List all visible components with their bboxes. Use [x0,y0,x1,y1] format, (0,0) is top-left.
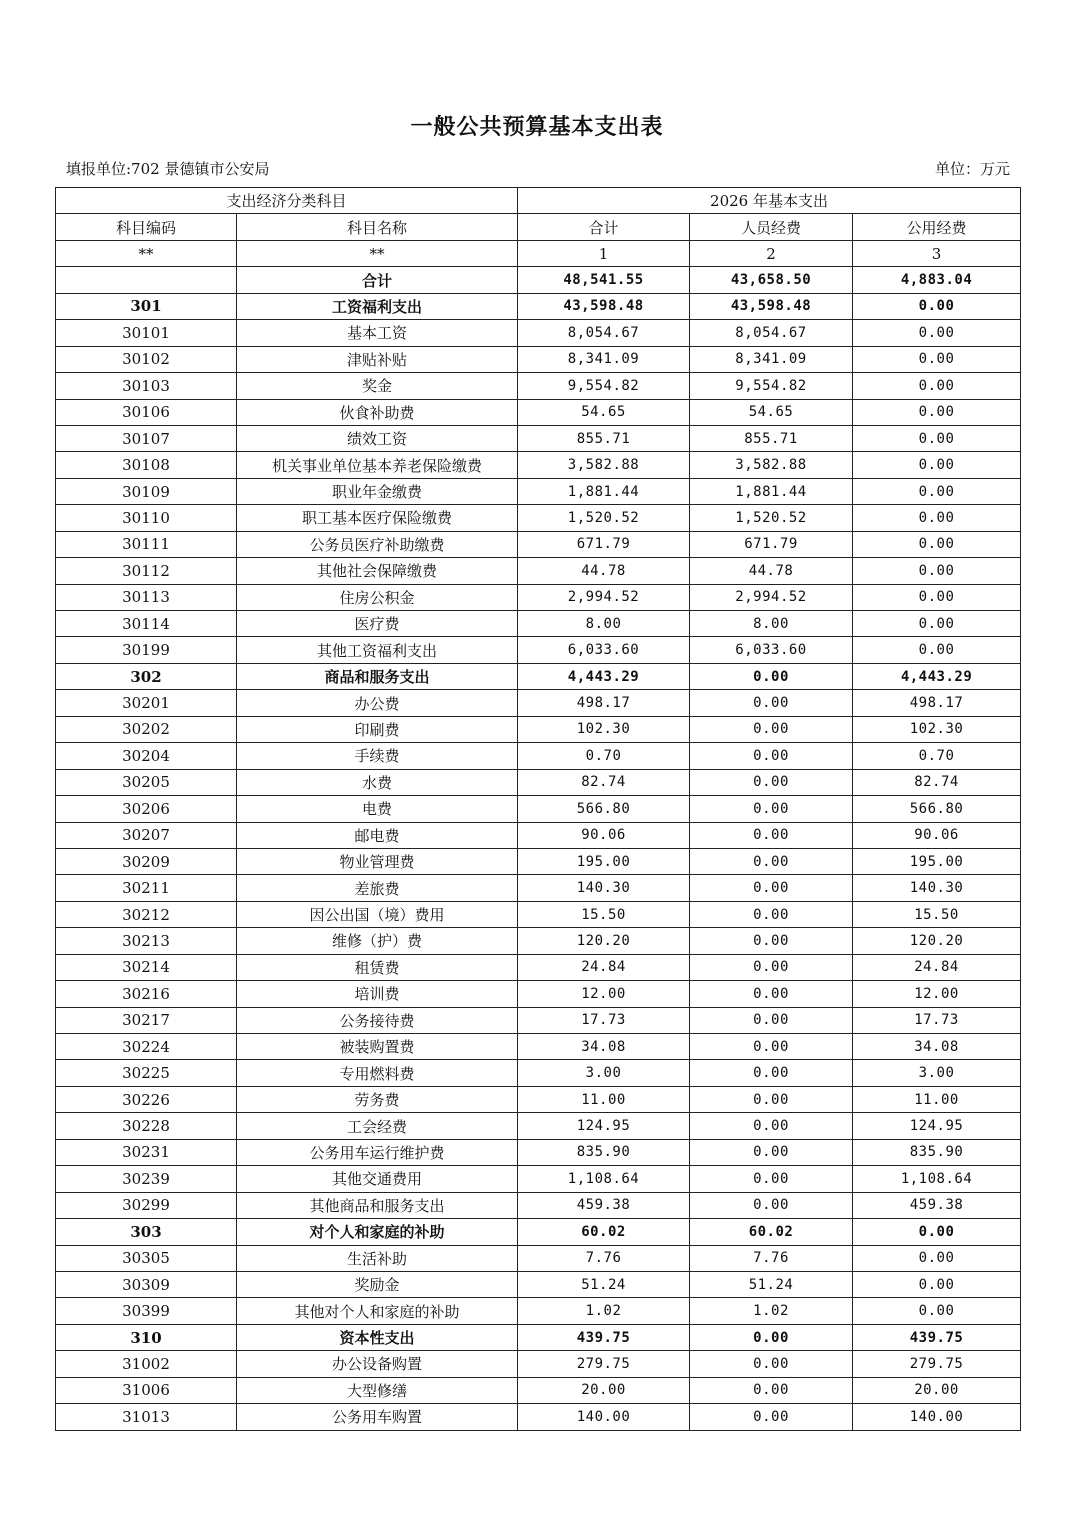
cell-total: 6,033.60 [518,637,690,663]
cell-total: 3.00 [518,1060,690,1086]
cell-total: 124.95 [518,1113,690,1139]
cell-personnel: 43,658.50 [690,267,853,293]
table-row [56,954,1021,980]
cell-personnel: 0.00 [690,1404,853,1430]
cell-code: 31013 [56,1404,237,1430]
table-row [56,822,1021,848]
cell-name: 因公出国（境）费用 [237,901,518,927]
cell-code: 30107 [56,425,237,451]
header-public: 公用经费 [853,214,1021,240]
table-row [56,1139,1021,1165]
cell-total: 566.80 [518,796,690,822]
cell-name: 生活补助 [237,1245,518,1271]
cell-code: 30217 [56,1007,237,1033]
cell-personnel: 2,994.52 [690,584,853,610]
cell-public: 0.00 [853,558,1021,584]
cell-name: 住房公积金 [237,584,518,610]
cell-public: 102.30 [853,716,1021,742]
cell-code: 30309 [56,1271,237,1297]
cell-name: 奖金 [237,373,518,399]
cell-personnel: 43,598.48 [690,293,853,319]
cell-public: 0.00 [853,373,1021,399]
cell-code: 30102 [56,346,237,372]
cell-code: 30101 [56,320,237,346]
cell-personnel: 0.00 [690,716,853,742]
cell-public: 0.00 [853,478,1021,504]
cell-code: 30239 [56,1166,237,1192]
cell-name: 租赁费 [237,954,518,980]
cell-total: 140.00 [518,1404,690,1430]
cell-total: 20.00 [518,1377,690,1403]
table-row [56,1298,1021,1324]
cell-public: 34.08 [853,1034,1021,1060]
cell-code: 30209 [56,848,237,874]
cell-personnel: 0.00 [690,1324,853,1350]
cell-name: 商品和服务支出 [237,663,518,689]
cell-total: 90.06 [518,822,690,848]
cell-name: 公务用车运行维护费 [237,1139,518,1165]
table-row [56,584,1021,610]
cell-public: 90.06 [853,822,1021,848]
cell-public: 498.17 [853,690,1021,716]
cell-total: 8.00 [518,611,690,637]
page-title: 一般公共预算基本支出表 [410,114,664,140]
cell-name: 其他对个人和家庭的补助 [237,1298,518,1324]
table-row [56,981,1021,1007]
cell-personnel: 0.00 [690,1139,853,1165]
cell-name: 办公设备购置 [237,1351,518,1377]
cell-name: 水费 [237,769,518,795]
cell-personnel: 54.65 [690,399,853,425]
cell-total: 17.73 [518,1007,690,1033]
cell-personnel: 1.02 [690,1298,853,1324]
cell-name: 其他工资福利支出 [237,637,518,663]
cell-public: 4,443.29 [853,663,1021,689]
cell-public: 0.00 [853,531,1021,557]
cell-code: 30214 [56,954,237,980]
index-personnel: 2 [690,240,853,266]
cell-public: 0.00 [853,346,1021,372]
cell-total: 102.30 [518,716,690,742]
cell-name: 机关事业单位基本养老保险缴费 [237,452,518,478]
cell-total: 835.90 [518,1139,690,1165]
cell-personnel: 7.76 [690,1245,853,1271]
cell-public: 0.00 [853,1271,1021,1297]
cell-name: 维修（护）费 [237,928,518,954]
cell-name: 公务接待费 [237,1007,518,1033]
cell-public: 140.00 [853,1404,1021,1430]
cell-code: 30111 [56,531,237,557]
cell-public: 3.00 [853,1060,1021,1086]
cell-code: 30225 [56,1060,237,1086]
cell-public: 439.75 [853,1324,1021,1350]
table-row [56,505,1021,531]
table-row [56,1404,1021,1430]
table-row [56,848,1021,874]
cell-personnel: 0.00 [690,690,853,716]
table-row [56,1166,1021,1192]
cell-public: 82.74 [853,769,1021,795]
cell-name: 手续费 [237,743,518,769]
table-row [56,743,1021,769]
cell-total: 439.75 [518,1324,690,1350]
header-index-row [56,240,1021,266]
cell-total: 60.02 [518,1219,690,1245]
cell-code: 301 [56,293,237,319]
cell-name: 公务用车购置 [237,1404,518,1430]
cell-total: 0.70 [518,743,690,769]
cell-personnel: 671.79 [690,531,853,557]
cell-code: 30112 [56,558,237,584]
cell-public: 0.00 [853,505,1021,531]
table-row [56,875,1021,901]
index-code: ** [56,240,237,266]
cell-total: 120.20 [518,928,690,954]
table-row [56,1351,1021,1377]
cell-name: 绩效工资 [237,425,518,451]
index-name: ** [237,240,518,266]
cell-code: 30299 [56,1192,237,1218]
table-row [56,1034,1021,1060]
cell-name: 津贴补贴 [237,346,518,372]
cell-code: 31002 [56,1351,237,1377]
table-row [56,346,1021,372]
table-row [56,690,1021,716]
cell-code: 30201 [56,690,237,716]
cell-name: 专用燃料费 [237,1060,518,1086]
cell-code: 30113 [56,584,237,610]
cell-code: 30114 [56,611,237,637]
cell-name: 公务员医疗补助缴费 [237,531,518,557]
table-row [56,267,1021,293]
cell-code: 30199 [56,637,237,663]
cell-name: 物业管理费 [237,848,518,874]
cell-code: 30207 [56,822,237,848]
table-row [56,478,1021,504]
cell-code: 30224 [56,1034,237,1060]
cell-personnel: 0.00 [690,1113,853,1139]
cell-name: 工会经费 [237,1113,518,1139]
cell-public: 0.00 [853,611,1021,637]
cell-total: 195.00 [518,848,690,874]
cell-public: 20.00 [853,1377,1021,1403]
cell-code: 30212 [56,901,237,927]
cell-total: 8,341.09 [518,346,690,372]
cell-code: 30211 [56,875,237,901]
cell-total: 15.50 [518,901,690,927]
cell-code: 30213 [56,928,237,954]
cell-name: 对个人和家庭的补助 [237,1219,518,1245]
cell-public: 0.70 [853,743,1021,769]
cell-code: 30108 [56,452,237,478]
table-row [56,558,1021,584]
cell-name: 资本性支出 [237,1324,518,1350]
cell-personnel: 1,520.52 [690,505,853,531]
cell-total: 1,881.44 [518,478,690,504]
cell-code: 30103 [56,373,237,399]
table-row [56,1245,1021,1271]
cell-personnel: 3,582.88 [690,452,853,478]
cell-name: 被装购置费 [237,1034,518,1060]
header-code: 科目编码 [56,214,237,240]
cell-public: 0.00 [853,320,1021,346]
index-public: 3 [853,240,1021,266]
cell-total: 2,994.52 [518,584,690,610]
cell-total: 140.30 [518,875,690,901]
cell-code: 303 [56,1219,237,1245]
cell-personnel: 0.00 [690,1007,853,1033]
cell-name: 印刷费 [237,716,518,742]
currency-unit: 单位：万元 [934,160,1010,178]
cell-public: 120.20 [853,928,1021,954]
cell-personnel: 0.00 [690,848,853,874]
cell-name: 基本工资 [237,320,518,346]
cell-personnel: 0.00 [690,928,853,954]
cell-name: 医疗费 [237,611,518,637]
cell-total: 498.17 [518,690,690,716]
cell-name: 其他社会保障缴费 [237,558,518,584]
cell-total: 1,108.64 [518,1166,690,1192]
cell-total: 7.76 [518,1245,690,1271]
cell-public: 11.00 [853,1086,1021,1112]
table-row [56,663,1021,689]
header-economic-category: 支出经济分类科目 [56,188,518,214]
cell-public: 124.95 [853,1113,1021,1139]
cell-personnel: 0.00 [690,743,853,769]
header-column-row [56,214,1021,240]
cell-total: 671.79 [518,531,690,557]
cell-personnel: 6,033.60 [690,637,853,663]
cell-total: 11.00 [518,1086,690,1112]
reporting-unit: 填报单位:702 景德镇市公安局 [66,160,270,178]
cell-name: 职工基本医疗保险缴费 [237,505,518,531]
cell-name: 职业年金缴费 [237,478,518,504]
cell-code: 30305 [56,1245,237,1271]
table-row [56,320,1021,346]
table-row [56,1007,1021,1033]
cell-total: 4,443.29 [518,663,690,689]
cell-total: 1.02 [518,1298,690,1324]
table-row [56,611,1021,637]
cell-personnel: 8.00 [690,611,853,637]
cell-personnel: 0.00 [690,663,853,689]
cell-total: 51.24 [518,1271,690,1297]
cell-code [56,267,237,293]
index-total: 1 [518,240,690,266]
cell-public: 0.00 [853,293,1021,319]
header-group-row [56,188,1021,214]
cell-public: 0.00 [853,452,1021,478]
table-row [56,716,1021,742]
cell-personnel: 0.00 [690,796,853,822]
cell-code: 30228 [56,1113,237,1139]
cell-personnel: 8,054.67 [690,320,853,346]
cell-public: 0.00 [853,1219,1021,1245]
cell-code: 30206 [56,796,237,822]
cell-total: 12.00 [518,981,690,1007]
cell-personnel: 0.00 [690,1351,853,1377]
cell-public: 459.38 [853,1192,1021,1218]
cell-code: 30202 [56,716,237,742]
cell-personnel: 0.00 [690,1377,853,1403]
table-row [56,1377,1021,1403]
cell-public: 140.30 [853,875,1021,901]
cell-name: 奖励金 [237,1271,518,1297]
cell-public: 0.00 [853,1245,1021,1271]
cell-personnel: 0.00 [690,1192,853,1218]
cell-public: 24.84 [853,954,1021,980]
cell-personnel: 0.00 [690,875,853,901]
table-row [56,1271,1021,1297]
cell-code: 310 [56,1324,237,1350]
cell-total: 8,054.67 [518,320,690,346]
cell-public: 0.00 [853,399,1021,425]
cell-total: 279.75 [518,1351,690,1377]
cell-code: 31006 [56,1377,237,1403]
cell-code: 30204 [56,743,237,769]
cell-public: 0.00 [853,584,1021,610]
table-row [56,1113,1021,1139]
cell-total: 82.74 [518,769,690,795]
cell-name: 差旅费 [237,875,518,901]
cell-personnel: 0.00 [690,822,853,848]
cell-name: 办公费 [237,690,518,716]
cell-code: 30216 [56,981,237,1007]
cell-public: 195.00 [853,848,1021,874]
cell-public: 566.80 [853,796,1021,822]
cell-total: 1,520.52 [518,505,690,531]
cell-public: 1,108.64 [853,1166,1021,1192]
table-row [56,1324,1021,1350]
cell-public: 0.00 [853,1298,1021,1324]
cell-public: 0.00 [853,637,1021,663]
cell-code: 30205 [56,769,237,795]
cell-total: 855.71 [518,425,690,451]
header-name: 科目名称 [237,214,518,240]
table-row [56,901,1021,927]
cell-code: 30110 [56,505,237,531]
cell-personnel: 8,341.09 [690,346,853,372]
cell-personnel: 60.02 [690,1219,853,1245]
cell-public: 12.00 [853,981,1021,1007]
cell-name: 劳务费 [237,1086,518,1112]
cell-personnel: 0.00 [690,1166,853,1192]
cell-personnel: 0.00 [690,1034,853,1060]
cell-name: 伙食补助费 [237,399,518,425]
cell-code: 30109 [56,478,237,504]
table-row [56,637,1021,663]
table-row [56,928,1021,954]
table-row [56,796,1021,822]
table-row [56,399,1021,425]
header-personnel: 人员经费 [690,214,853,240]
cell-code: 30226 [56,1086,237,1112]
cell-name: 其他商品和服务支出 [237,1192,518,1218]
cell-public: 4,883.04 [853,267,1021,293]
cell-total: 3,582.88 [518,452,690,478]
cell-personnel: 0.00 [690,981,853,1007]
cell-public: 0.00 [853,425,1021,451]
cell-total: 44.78 [518,558,690,584]
cell-total: 48,541.55 [518,267,690,293]
table-row [56,1086,1021,1112]
table-row [56,1192,1021,1218]
header-total: 合计 [518,214,690,240]
cell-personnel: 0.00 [690,954,853,980]
cell-code: 30106 [56,399,237,425]
cell-name: 邮电费 [237,822,518,848]
cell-public: 279.75 [853,1351,1021,1377]
cell-name: 大型修缮 [237,1377,518,1403]
cell-personnel: 9,554.82 [690,373,853,399]
cell-total: 459.38 [518,1192,690,1218]
table-row [56,452,1021,478]
cell-code: 30231 [56,1139,237,1165]
cell-name: 电费 [237,796,518,822]
cell-personnel: 1,881.44 [690,478,853,504]
table-row [56,293,1021,319]
table-row [56,1219,1021,1245]
table-row [56,425,1021,451]
cell-personnel: 0.00 [690,901,853,927]
cell-name: 合计 [237,267,518,293]
cell-total: 43,598.48 [518,293,690,319]
cell-total: 54.65 [518,399,690,425]
cell-personnel: 0.00 [690,1086,853,1112]
cell-personnel: 51.24 [690,1271,853,1297]
cell-total: 24.84 [518,954,690,980]
cell-personnel: 0.00 [690,769,853,795]
table-row [56,531,1021,557]
table-row [56,769,1021,795]
cell-name: 其他交通费用 [237,1166,518,1192]
cell-personnel: 44.78 [690,558,853,584]
cell-public: 15.50 [853,901,1021,927]
cell-public: 17.73 [853,1007,1021,1033]
cell-total: 34.08 [518,1034,690,1060]
table-row [56,373,1021,399]
cell-code: 30399 [56,1298,237,1324]
header-basic-expenditure: 2026 年基本支出 [518,188,1021,214]
cell-code: 302 [56,663,237,689]
cell-personnel: 855.71 [690,425,853,451]
cell-public: 835.90 [853,1139,1021,1165]
cell-name: 工资福利支出 [237,293,518,319]
table-row [56,1060,1021,1086]
cell-total: 9,554.82 [518,373,690,399]
cell-name: 培训费 [237,981,518,1007]
table-body [56,267,1021,1430]
cell-personnel: 0.00 [690,1060,853,1086]
budget-table [55,187,1021,1431]
